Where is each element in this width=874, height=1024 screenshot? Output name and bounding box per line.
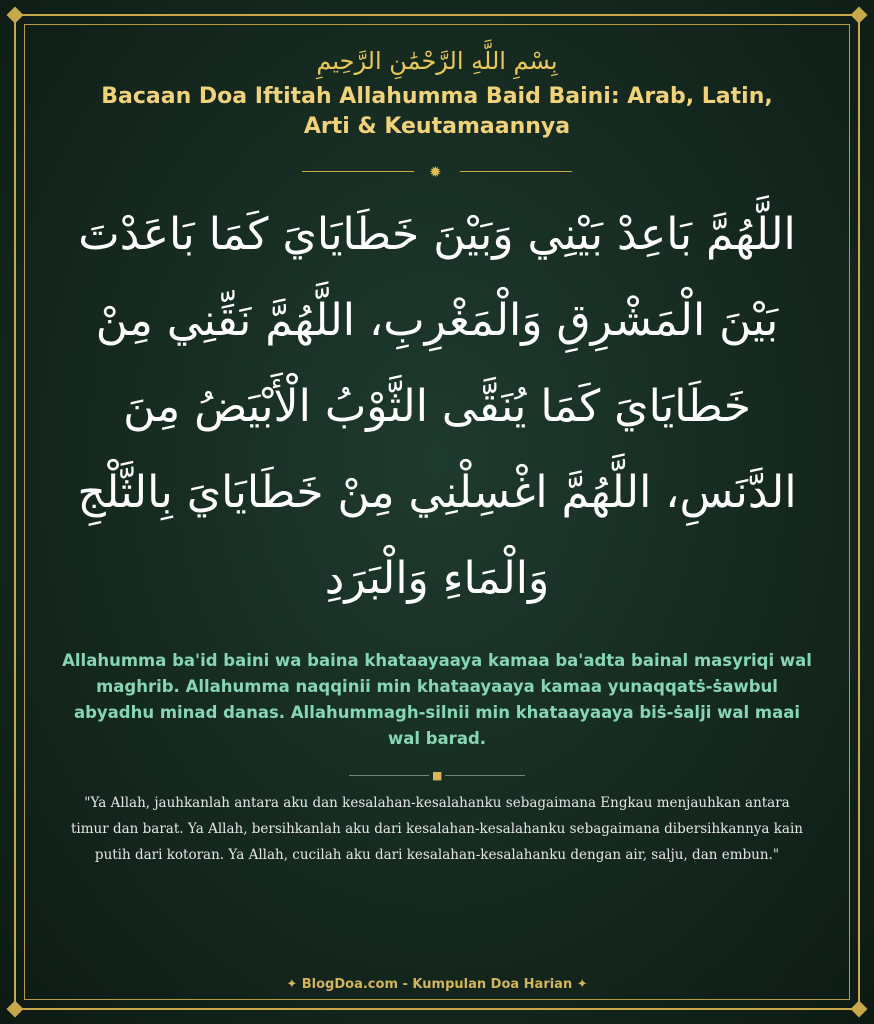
basmalah: بِسْمِ اللَّهِ الرَّحْمَٰنِ الرَّحِيمِ (316, 47, 558, 75)
doa-translation-text: "Ya Allah, jauhkanlah antara aku dan kesalahan-kesalahanku sebagaimana Engkau menjauhkan antara timur dan barat. Ya Allah, bersihkanlah aku dari kesalahan-kesalahanku sebagaimana dibersihkannya kain putih dari kotoran. Ya Allah, cucilah aku dari kesalahan-kesalahanku dengan air, salju, dan embun." (71, 795, 803, 863)
flower-icon: ✹ (429, 163, 442, 181)
divider-line-left (349, 775, 429, 776)
doa-arabic-text: اللَّهُمَّ بَاعِدْ بَيْنِي وَبَيْنَ خَطَايَايَ كَمَا بَاعَدْتَ بَيْنَ الْمَشْرِقِ وَالْمَغْرِبِ، اللَّهُمَّ نَقِّنِي مِنْ خَطَايَايَ كَمَا يُنَقَّى الثَّوْبُ الْأَبْيَضُ مِنَ الدَّنَسِ، اللَّهُمَّ اغْسِلْنِي مِنْ خَطَايَايَ بِالثَّلْجِ وَالْمَاءِ وَالْبَرَدِ (77, 209, 797, 604)
star-icon: ✦ (286, 977, 298, 992)
divider-line-right (460, 171, 572, 172)
footer (0, 976, 874, 994)
divider-line-right (445, 775, 525, 776)
footer-text: BlogDoa.com - Kumpulan Doa Harian (301, 977, 573, 992)
diamond-icon: ■ (432, 769, 443, 782)
star-icon: ✦ (576, 977, 588, 992)
main-content (40, 40, 834, 868)
divider-line-left (302, 171, 414, 172)
middle-divider (349, 770, 525, 782)
top-divider (302, 164, 572, 180)
doa-latin-text: Allahumma ba'id baini wa baina khataayaaya kamaa ba'adta bainal masyriqi wal maghrib. Allahumma naqqinii min khataayaaya kamaa yunaqqatṡ-ṡawbul abyadhu minad danas. Allahummagh-silnii min khataayaaya biṡ-ṡalji wal maai wal barad. (62, 651, 812, 748)
page-title: Bacaan Doa Iftitah Allahumma Baid Baini: Arab, Latin, Arti & Keutamaannya (101, 84, 773, 139)
